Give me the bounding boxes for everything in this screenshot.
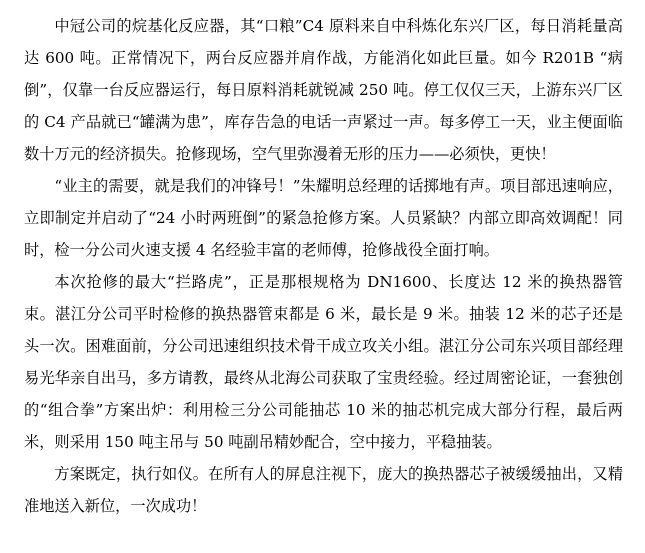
paragraph: 方案既定，执行如仪。在所有人的屏息注视下，庞大的换热器芯子被缓缓抽出，又精准地送入新位，一次成功！ (24, 465, 623, 515)
document-body (24, 10, 623, 522)
paragraph: 本次抢修的最大“拦路虎”，正是那根规格为 DN1600、长度达 12 米的换热器管束。湛江分公司平时检修的换热器管束都是 6 米，最长是 9 米。抽装 12 米的芯子还是头一次。困难面前，分公司迅速组织技术骨干成立攻关小组。湛江分公司东兴项目部经理易光华亲自出马，多方请教，最终从北海公司获取了宝贵经验。经过周密论证，一套独创的“组合拳”方案出炉：利用检三分公司能抽芯 10 米的抽芯机完成大部分行程，最后两米，则采用 150 吨主吊与 50 吨副吊精妙配合，空中接力，平稳抽装。 (24, 273, 623, 451)
paragraph: 中冠公司的烷基化反应器，其“口粮”C4 原料来自中科炼化东兴厂区，每日消耗量高达 600 吨。正常情况下，两台反应器并肩作战，方能消化如此巨量。如今 R201B “病倒”，仅靠一台反应器运行，每日原料消耗就锐减 250 吨。停工仅仅三天，上游东兴厂区的 C4 产品就已“罐满为患”，库存告急的电话一声紧过一声。每多停工一天，业主便面临数十万元的经济损失。抢修现场，空气里弥漫着无形的压力——必须快，更快！ (24, 17, 623, 163)
paragraph: “业主的需要，就是我们的冲锋号！”朱耀明总经理的话掷地有声。项目部迅速响应，立即制定并启动了“24 小时两班倒”的紧急抢修方案。人员紧缺？内部立即高效调配！同时，检一分公司火速支援 4 名经验丰富的老师傅，抢修战役全面打响。 (24, 177, 623, 259)
